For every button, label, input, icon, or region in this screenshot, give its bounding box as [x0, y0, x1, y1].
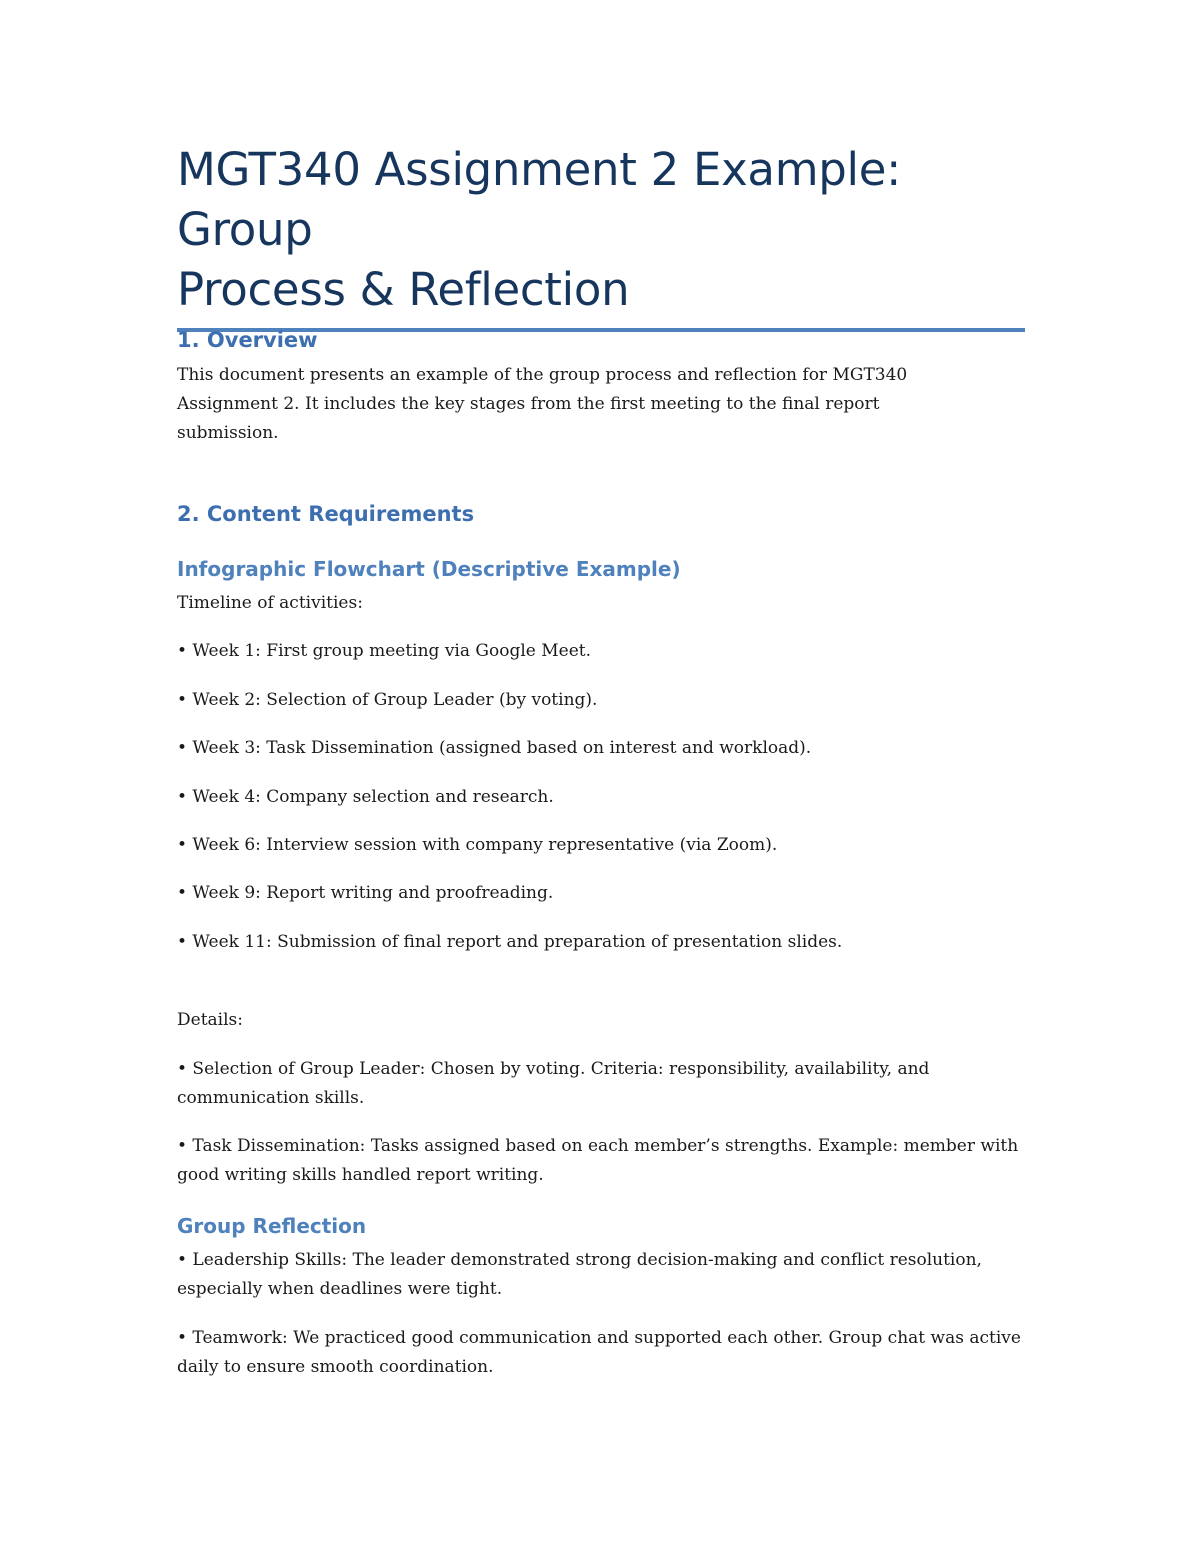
timeline-item: [177, 879, 1025, 908]
overview-body-block: [177, 361, 977, 448]
details-item: [177, 1055, 997, 1113]
content-requirements-heading: 2. Content Requirements: [177, 502, 475, 526]
flowchart-heading: Infographic Flowchart (Descriptive Example): [177, 557, 681, 581]
timeline-item: [177, 734, 1025, 763]
flowchart-heading-block: [177, 555, 1025, 583]
content-requirements-section: [177, 500, 1025, 528]
document-title: [177, 140, 1025, 320]
timeline-item-week-11: • Week 11: Submission of final report and preparation of presentation slides.: [177, 932, 843, 952]
timeline-item-week-3: • Week 3: Task Dissemination (assigned based on interest and workload).: [177, 738, 812, 758]
timeline-item: [177, 783, 1025, 812]
timeline-item: [177, 928, 1025, 957]
timeline-intro: Timeline of activities:: [177, 593, 363, 613]
timeline-item-week-2: • Week 2: Selection of Group Leader (by voting).: [177, 690, 598, 710]
reflection-heading-block: [177, 1212, 1025, 1240]
timeline-intro-block: [177, 589, 1025, 618]
timeline-item-week-1: • Week 1: First group meeting via Google Meet.: [177, 641, 592, 661]
reflection-item-teamwork: • Teamwork: We practiced good communication and supported each other. Group chat was active daily to ensure smooth coordination.: [177, 1328, 1021, 1377]
reflection-item: [177, 1324, 1027, 1382]
details-label-block: [177, 1006, 1025, 1035]
timeline-item-week-4: • Week 4: Company selection and research.: [177, 787, 554, 807]
details-item-task-dissemination: • Task Dissemination: Tasks assigned based on each member’s strengths. Example: member with good writing skills handled report writing.: [177, 1136, 1019, 1185]
overview-heading: 1. Overview: [177, 328, 318, 352]
document-title-line-2: Process & Reflection: [177, 263, 630, 316]
reflection-item: [177, 1246, 997, 1304]
reflection-heading: Group Reflection: [177, 1214, 367, 1238]
document-page: [177, 140, 1025, 332]
details-item-group-leader: • Selection of Group Leader: Chosen by voting. Criteria: responsibility, availability, and communication skills.: [177, 1059, 930, 1108]
timeline-item-week-9: • Week 9: Report writing and proofreading.: [177, 883, 554, 903]
overview-body: This document presents an example of the group process and reflection for MGT340 Assignment 2. It includes the key stages from the first meeting to the final report submission.: [177, 365, 908, 443]
details-item: [177, 1132, 1027, 1190]
timeline-item: [177, 686, 1025, 715]
timeline-item-week-6: • Week 6: Interview session with company representative (via Zoom).: [177, 835, 778, 855]
document-title-line-1: MGT340 Assignment 2 Example: Group: [177, 143, 901, 256]
reflection-item-leadership: • Leadership Skills: The leader demonstrated strong decision-making and conflict resolution, especially when deadlines were tight.: [177, 1250, 982, 1299]
timeline-item: [177, 831, 1025, 860]
timeline-item: [177, 637, 1025, 666]
details-label: Details:: [177, 1010, 243, 1030]
overview-section: [177, 326, 1025, 354]
